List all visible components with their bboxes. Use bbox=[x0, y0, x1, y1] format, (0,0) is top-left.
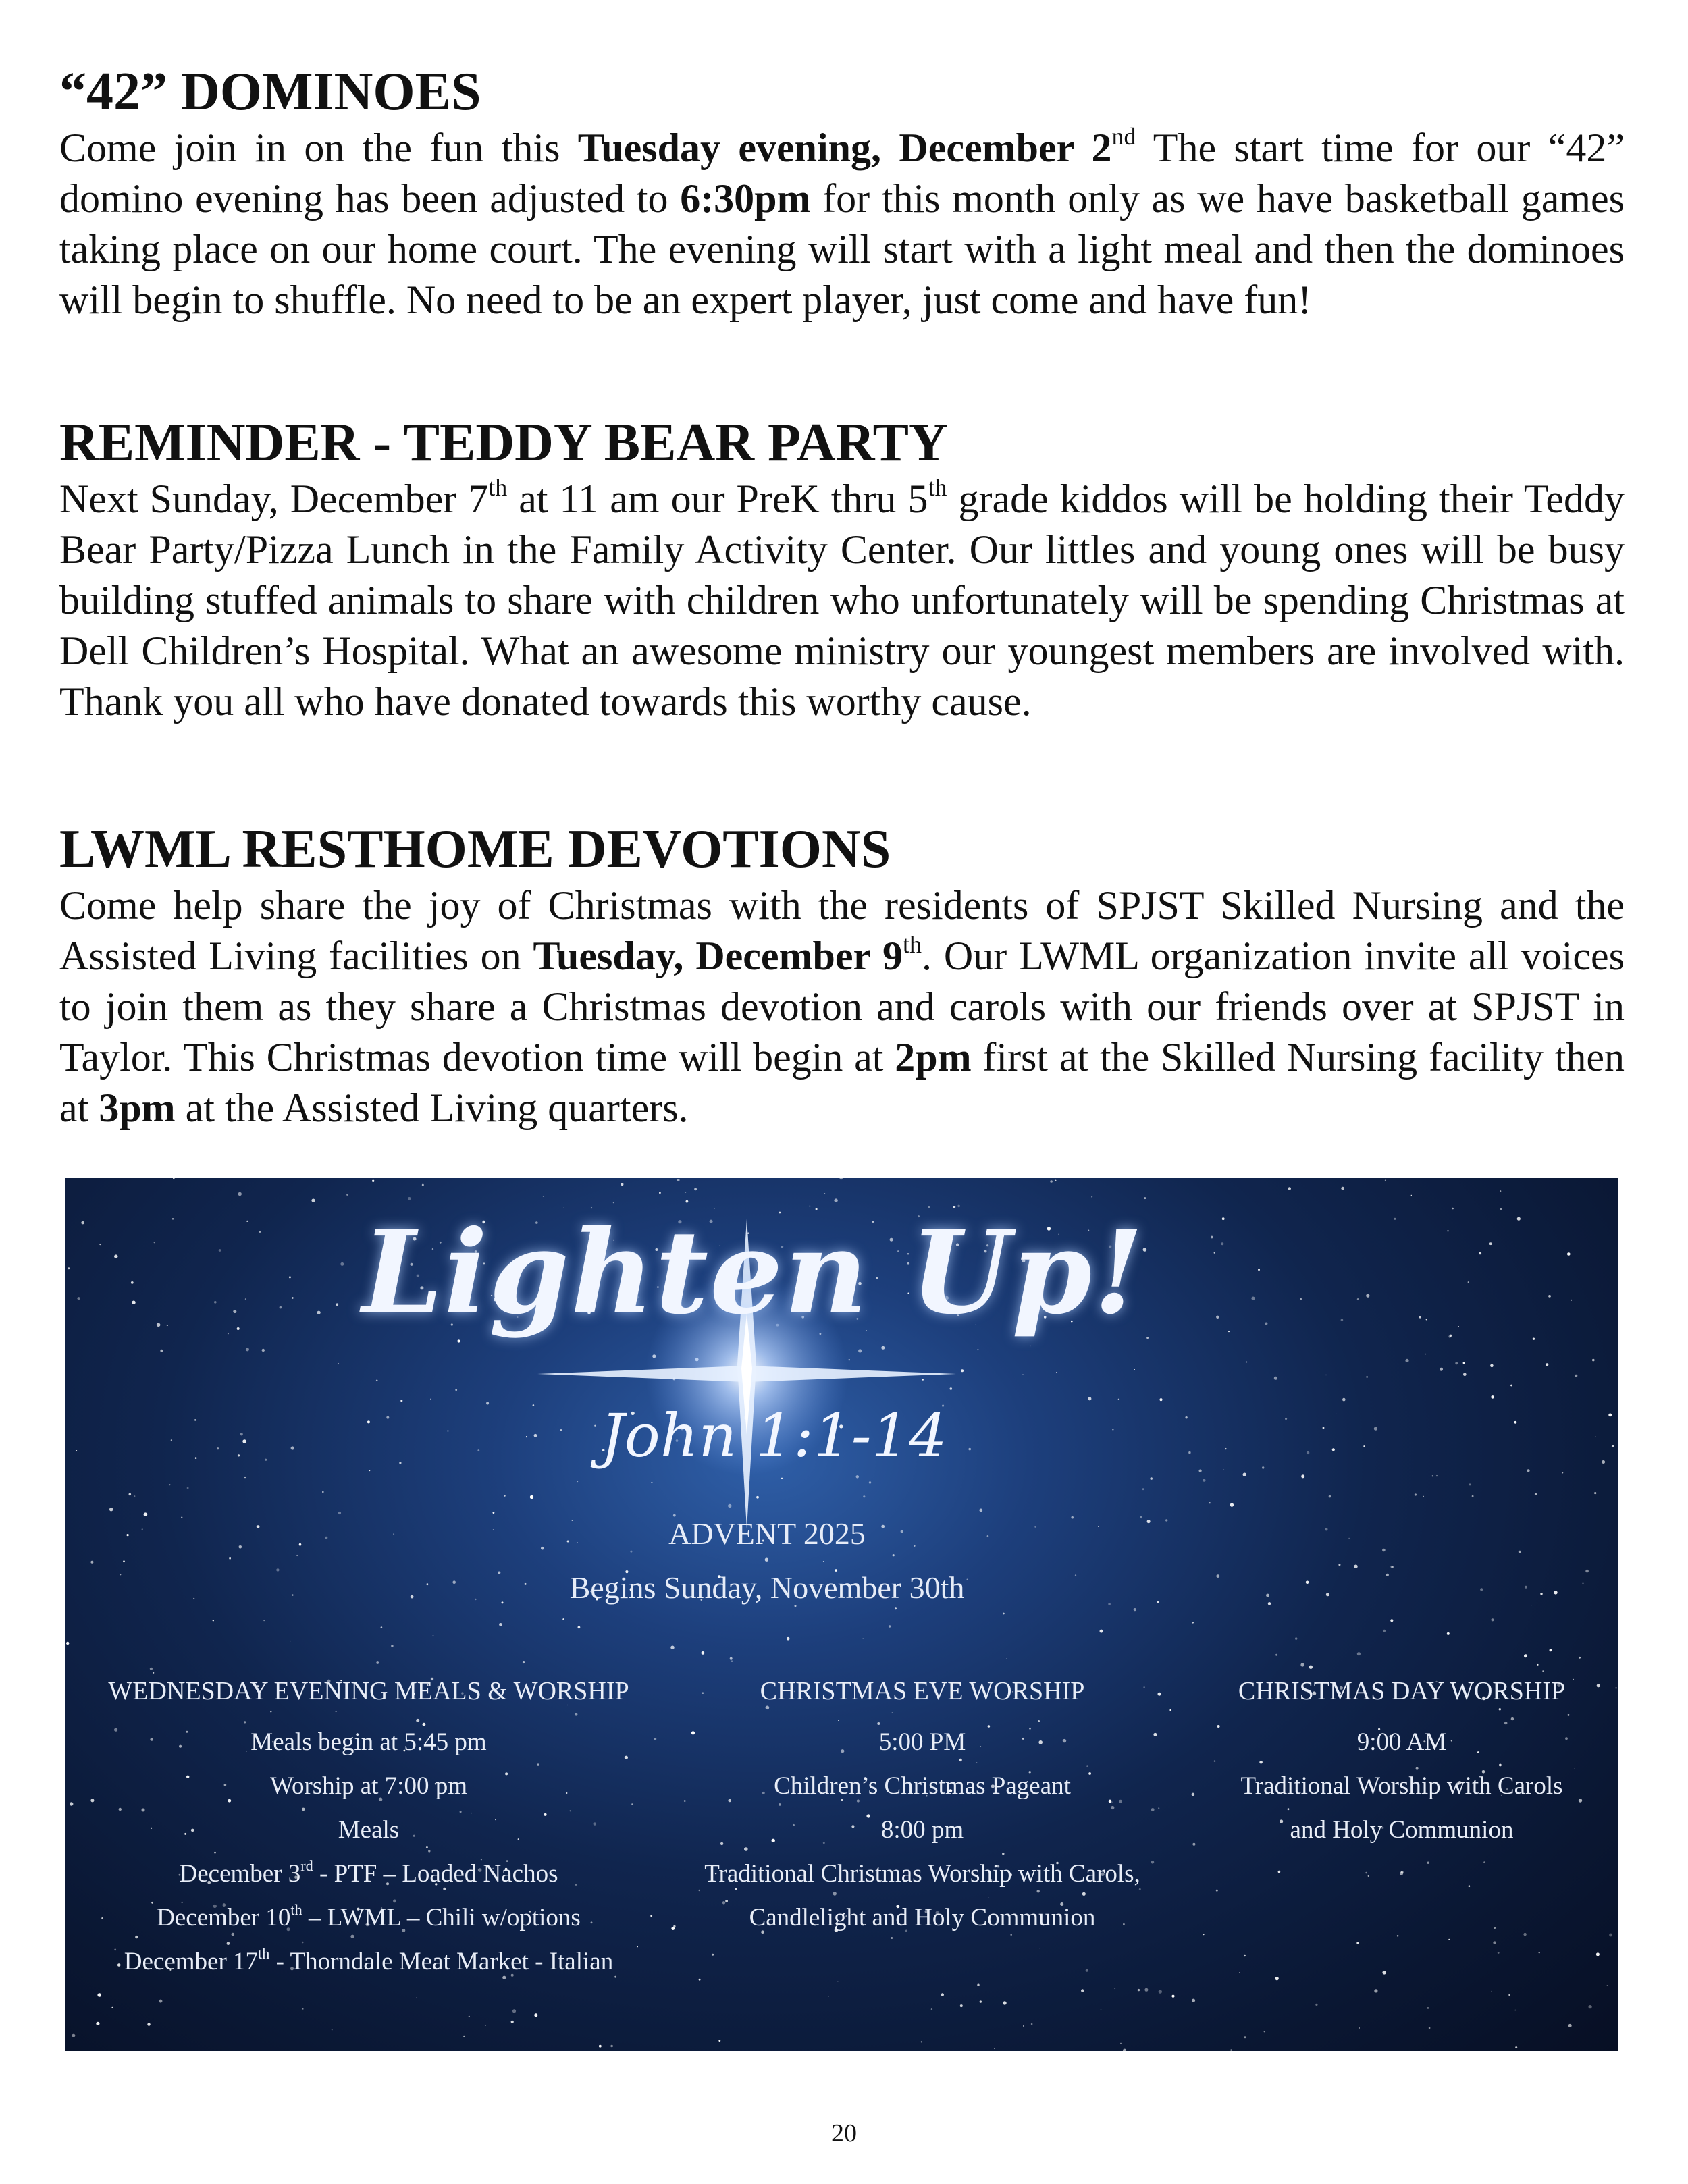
text-run: - Thorndale Meat Market - Italian bbox=[269, 1948, 614, 1975]
dominoes-paragraph bbox=[59, 123, 1625, 325]
column-line: and Holy Communion bbox=[1290, 1816, 1514, 1844]
lwml-section bbox=[59, 822, 1625, 1134]
bold-date: Tuesday evening, December 2 bbox=[577, 126, 1112, 170]
wednesday-column bbox=[65, 1674, 672, 1983]
column-line: 9:00 AM bbox=[1356, 1728, 1447, 1756]
column-line: Candlelight and Holy Communion bbox=[749, 1904, 1096, 1932]
text-run: The start time for our “42” domino evening has been adjusted to bbox=[59, 126, 1625, 221]
text-run: Next Sunday, December 7 bbox=[59, 477, 489, 521]
bold-date: Tuesday, December 9 bbox=[533, 934, 903, 978]
column-line bbox=[65, 1852, 672, 1896]
text-run: December 3 bbox=[179, 1860, 301, 1888]
text-run: Come join in on the fun this bbox=[59, 126, 578, 170]
dominoes-section bbox=[59, 62, 1625, 325]
text-run: December 17 bbox=[124, 1948, 259, 1975]
column-line: Traditional Christmas Worship with Carols, bbox=[704, 1860, 1140, 1888]
ordinal-suffix: th bbox=[928, 474, 947, 502]
text-run: for this month only as we have basketball games taking place on our home court. The evening will start with a light meal and then the dominoes will begin to shuffle. No need to be an expert player, just come and have fun! bbox=[59, 176, 1625, 322]
ordinal-suffix: th bbox=[488, 474, 508, 502]
teddy-bear-section bbox=[59, 413, 1625, 727]
text-run: – LWML – Chili w/options bbox=[302, 1904, 581, 1932]
text-run: Come help share the joy of Christmas with the residents of SPJST Skilled Nursing and the Assisted Living facilities on bbox=[59, 883, 1625, 978]
text-run: . Our LWML organization invite all voices to join them as they share a Christmas devotion and carols with our friends over at SPJST in Taylor. This Christmas devotion time will begin at bbox=[59, 934, 1625, 1080]
column-line bbox=[65, 1896, 672, 1940]
text-run: grade kiddos will be holding their Teddy Bear Party/Pizza Lunch in the Family Activity Center. Our littles and young ones will be busy building stuffed animals to share with children who unfortunately will be spending Christmas at Dell Children’s Hospital. What an awesome ministry our youngest members are involved with. Thank you all who have donated towards this worthy cause. bbox=[59, 477, 1625, 724]
flyer-title: Lighten Up! bbox=[362, 1205, 1145, 1340]
page-number: 20 bbox=[831, 2119, 857, 2148]
flyer-begins: Begins Sunday, November 30th bbox=[569, 1570, 965, 1605]
column-line: Meals bbox=[338, 1816, 400, 1844]
column-line: 8:00 pm bbox=[880, 1816, 964, 1844]
column-heading: CHRISTMAS DAY WORSHIP bbox=[1238, 1677, 1566, 1705]
lwml-heading: LWML RESTHOME DEVOTIONS bbox=[59, 820, 891, 879]
ordinal-suffix: th bbox=[902, 931, 922, 959]
text-run: first at the Skilled Nursing facility then at bbox=[59, 1035, 1625, 1130]
christmas-day-column bbox=[1186, 1674, 1618, 1852]
text-run: December 10 bbox=[157, 1904, 291, 1932]
text-run: at 11 am our PreK thru 5 bbox=[507, 477, 928, 521]
column-line bbox=[65, 1940, 672, 1983]
flyer-advent: ADVENT 2025 bbox=[668, 1516, 866, 1551]
flyer-verse: John 1:1-14 bbox=[600, 1401, 947, 1470]
bold-time: 2pm bbox=[895, 1035, 972, 1080]
lwml-paragraph bbox=[59, 880, 1625, 1134]
column-line: Traditional Worship with Carols bbox=[1240, 1772, 1563, 1800]
ordinal-suffix: nd bbox=[1111, 123, 1136, 151]
teddy-bear-paragraph bbox=[59, 474, 1625, 727]
dominoes-heading: “42” DOMINOES bbox=[59, 62, 481, 122]
ordinal-suffix: th bbox=[290, 1901, 302, 1919]
column-heading: WEDNESDAY EVENING MEALS & WORSHIP bbox=[108, 1677, 629, 1705]
advent-flyer-image bbox=[65, 1178, 1618, 2051]
bold-time: 6:30pm bbox=[680, 176, 811, 221]
teddy-bear-heading: REMINDER - TEDDY BEAR PARTY bbox=[59, 413, 948, 473]
text-run: at the Assisted Living quarters. bbox=[175, 1086, 689, 1130]
column-heading: CHRISTMAS EVE WORSHIP bbox=[760, 1677, 1085, 1705]
column-line: 5:00 PM bbox=[878, 1728, 966, 1756]
column-line: Worship at 7:00 pm bbox=[270, 1772, 467, 1800]
text-run: - PTF – Loaded Nachos bbox=[313, 1860, 558, 1888]
column-line: Meals begin at 5:45 pm bbox=[250, 1728, 487, 1756]
christmas-eve-column bbox=[672, 1674, 1172, 1940]
bold-time: 3pm bbox=[99, 1086, 176, 1130]
ordinal-suffix: th bbox=[258, 1945, 270, 1963]
column-line: Children’s Christmas Pageant bbox=[774, 1772, 1071, 1800]
ordinal-suffix: rd bbox=[300, 1857, 313, 1875]
